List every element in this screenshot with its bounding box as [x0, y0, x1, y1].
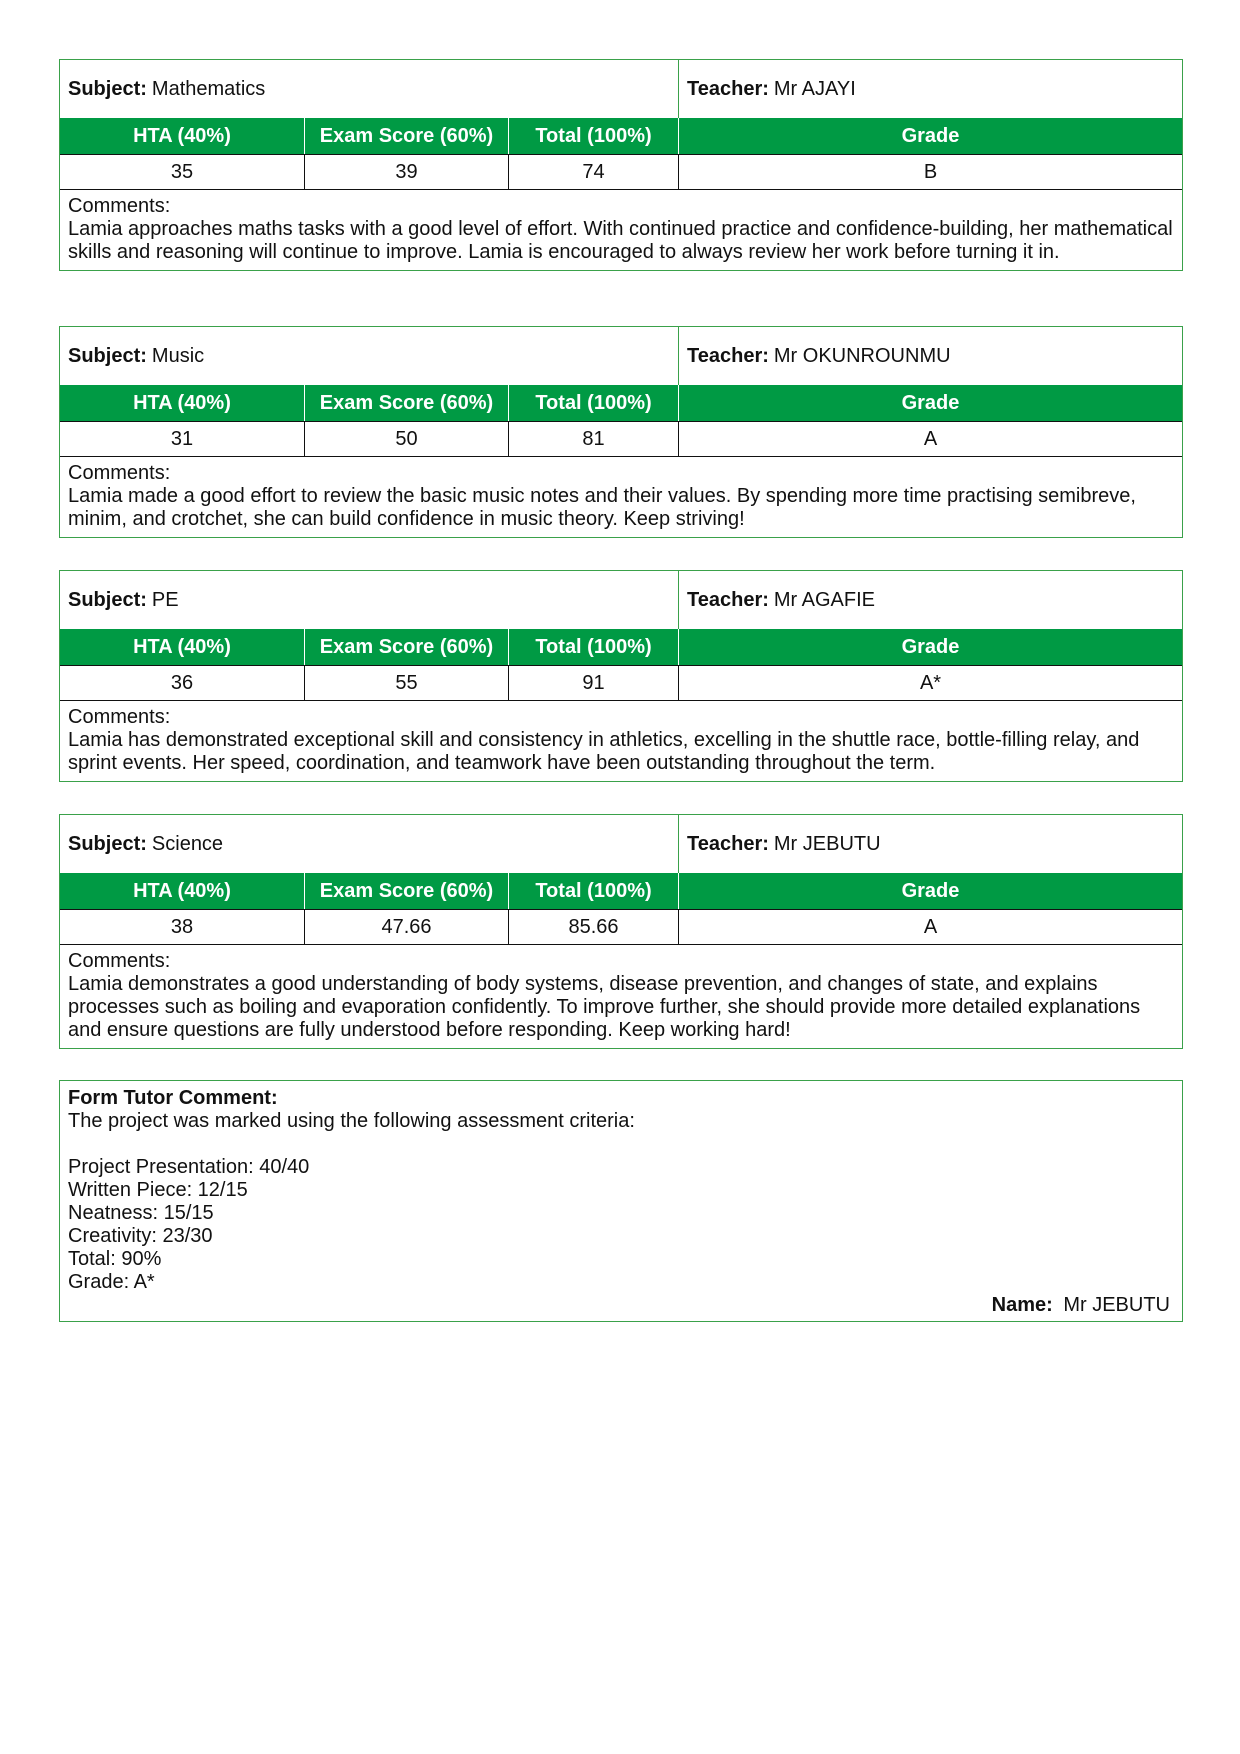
- form-tutor-name: Mr JEBUTU: [1063, 1294, 1170, 1316]
- teacher-cell: [678, 327, 1182, 385]
- score-header-row: [60, 873, 1182, 909]
- criteria-line: Grade: A*: [68, 1271, 155, 1293]
- score-header-row: [60, 118, 1182, 154]
- hta-header: HTA (40%): [133, 391, 231, 414]
- subject-cell: [60, 327, 678, 385]
- criteria-line: Written Piece: 12/15: [68, 1179, 248, 1201]
- grade-header: Grade: [678, 118, 1182, 154]
- hta-value: 36: [170, 671, 194, 694]
- exam-value: 47.66: [304, 910, 508, 944]
- subject-header-row: [60, 60, 1182, 118]
- comments-label: Comments:: [68, 706, 171, 728]
- subject-cell: [60, 60, 678, 118]
- comments-section: [60, 190, 1182, 270]
- form-tutor-title: Form Tutor Comment:: [68, 1087, 278, 1109]
- exam-header: Exam Score (60%): [304, 873, 508, 909]
- exam-value: 50: [304, 422, 508, 456]
- subject-label: Subject:: [68, 77, 147, 100]
- total-header: Total (100%): [508, 629, 678, 665]
- teacher-cell: [678, 815, 1182, 873]
- comments-section: [60, 457, 1182, 537]
- criteria-line: Project Presentation: 40/40: [68, 1156, 310, 1178]
- spacer: [68, 1133, 1174, 1156]
- total-value: 85.66: [508, 910, 678, 944]
- teacher-cell: [678, 571, 1182, 629]
- form-tutor-signature: [992, 1294, 1170, 1317]
- subject-cell: [60, 815, 678, 873]
- subject-name: Science: [151, 832, 224, 855]
- total-value: 81: [508, 422, 678, 456]
- grade-header: Grade: [678, 873, 1182, 909]
- hta-value: 35: [170, 160, 194, 183]
- form-tutor-intro: The project was marked using the following assessment criteria:: [68, 1110, 635, 1132]
- teacher-label: Teacher:: [687, 588, 769, 611]
- exam-header: Exam Score (60%): [304, 629, 508, 665]
- teacher-label: Teacher:: [687, 77, 769, 100]
- subject-label: Subject:: [68, 344, 147, 367]
- score-value-row: [60, 909, 1182, 945]
- hta-value: 38: [170, 915, 194, 938]
- exam-value: 39: [304, 155, 508, 189]
- total-header: Total (100%): [508, 118, 678, 154]
- subject-card-science: [59, 814, 1183, 1049]
- comments-label: Comments:: [68, 950, 171, 972]
- exam-value: 55: [304, 666, 508, 700]
- comments-label: Comments:: [68, 195, 171, 217]
- comments-text: Lamia approaches maths tasks with a good level of effort. With continued practice and confidence-building, her mathematical skills and reasoning will continue to improve. Lamia is encouraged to always review her work before turning it in.: [68, 218, 1173, 263]
- comments-label: Comments:: [68, 462, 171, 484]
- hta-value: 31: [170, 427, 194, 450]
- teacher-label: Teacher:: [687, 344, 769, 367]
- grade-value: A: [678, 910, 1182, 944]
- grade-header: Grade: [678, 629, 1182, 665]
- subject-card-pe: [59, 570, 1183, 782]
- name-label: Name:: [991, 1294, 1053, 1316]
- subject-name: PE: [151, 588, 179, 611]
- grade-value: A*: [678, 666, 1182, 700]
- teacher-label: Teacher:: [687, 832, 769, 855]
- teacher-name: Mr OKUNROUNMU: [773, 344, 951, 367]
- teacher-name: Mr AJAYI: [773, 77, 856, 100]
- subject-label: Subject:: [68, 832, 147, 855]
- subject-name: Music: [151, 344, 205, 367]
- subject-header-row: [60, 571, 1182, 629]
- comments-section: [60, 701, 1182, 781]
- subject-card-mathematics: [59, 59, 1183, 271]
- teacher-cell: [678, 60, 1182, 118]
- total-value: 91: [508, 666, 678, 700]
- score-value-row: [60, 154, 1182, 190]
- hta-header: HTA (40%): [133, 635, 231, 658]
- comments-text: Lamia demonstrates a good understanding of body systems, disease prevention, and changes of state, and explains processes such as boiling and evaporation confidently. To improve further, she should provide more detailed explanations and ensure questions are fully understood before responding. Keep working hard!: [68, 973, 1141, 1041]
- score-value-row: [60, 665, 1182, 701]
- form-tutor-comment-box: [59, 1080, 1183, 1322]
- subject-header-row: [60, 815, 1182, 873]
- total-header: Total (100%): [508, 873, 678, 909]
- subject-name: Mathematics: [151, 77, 266, 100]
- subject-cell: [60, 571, 678, 629]
- hta-header: HTA (40%): [133, 879, 231, 902]
- total-value: 74: [508, 155, 678, 189]
- comments-text: Lamia has demonstrated exceptional skill and consistency in athletics, excelling in the shuttle race, bottle-filling relay, and sprint events. Her speed, coordination, and teamwork have been outstanding throughout the term.: [68, 729, 1140, 774]
- comments-section: [60, 945, 1182, 1048]
- subject-header-row: [60, 327, 1182, 385]
- score-header-row: [60, 385, 1182, 421]
- teacher-name: Mr JEBUTU: [773, 832, 881, 855]
- grade-header: Grade: [678, 385, 1182, 421]
- comments-text: Lamia made a good effort to review the basic music notes and their values. By spending more time practising semibreve, minim, and crotchet, she can build confidence in music theory. Keep striving!: [68, 485, 1136, 530]
- total-header: Total (100%): [508, 385, 678, 421]
- score-header-row: [60, 629, 1182, 665]
- hta-header: HTA (40%): [133, 124, 231, 147]
- exam-header: Exam Score (60%): [304, 118, 508, 154]
- subject-card-music: [59, 326, 1183, 538]
- criteria-line: Neatness: 15/15: [68, 1202, 214, 1224]
- subject-label: Subject:: [68, 588, 147, 611]
- grade-value: B: [678, 155, 1182, 189]
- grade-value: A: [678, 422, 1182, 456]
- teacher-name: Mr AGAFIE: [773, 588, 876, 611]
- score-value-row: [60, 421, 1182, 457]
- criteria-line: Creativity: 23/30: [68, 1225, 213, 1247]
- exam-header: Exam Score (60%): [304, 385, 508, 421]
- criteria-line: Total: 90%: [68, 1248, 162, 1270]
